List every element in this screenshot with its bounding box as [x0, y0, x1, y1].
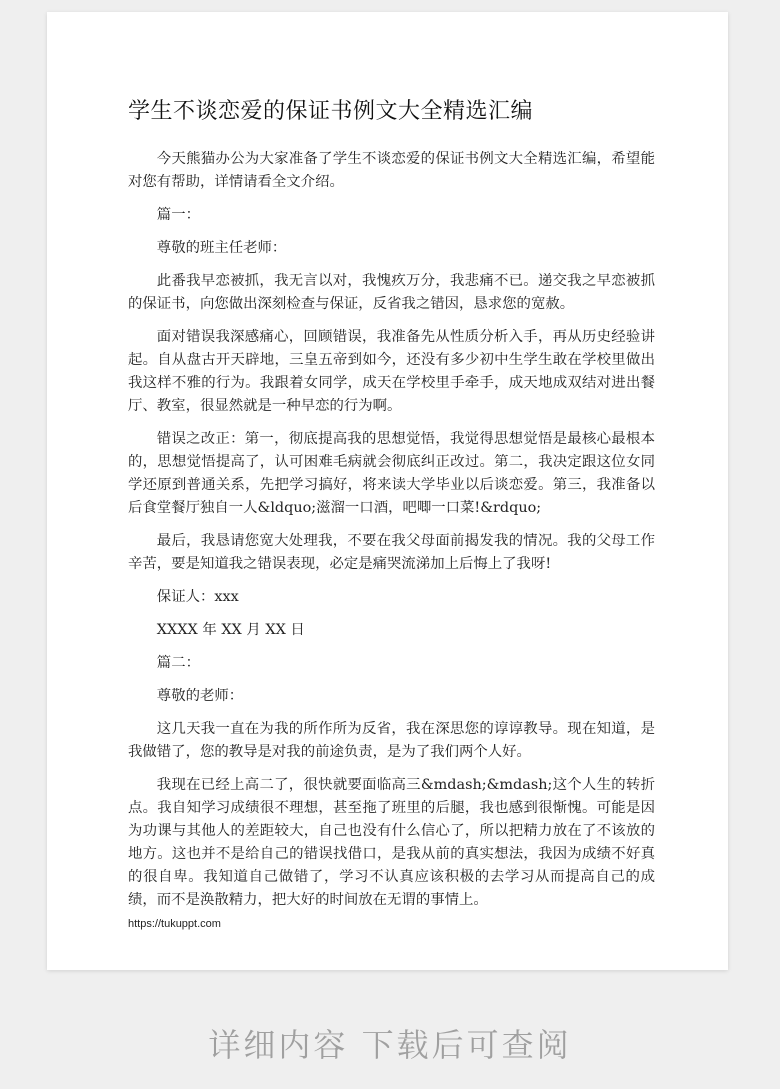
paragraph: 这几天我一直在为我的所作所为反省，我在深思您的谆谆教导。现在知道，是我做错了，您的教导是对我的前途负责，是为了我们两个人好。	[128, 721, 655, 760]
section-heading: 篇二：	[156, 655, 200, 671]
paragraph: 我现在已经上高二了，很快就要面临高三&mdash;&mdash;这个人生的转折点。我自知学习成绩很不理想，甚至拖了班里的后腿，我也感到很惭愧。可能是因为功课与其他人的差距较大，自己也没有什么信心了，所以把精力放在了不该放的地方。这也并不是给自己的错误找借口，是我从前的真实想法，我因为成绩不好真的很自卑。我知道自己做错了，学习不认真应该积极的去学习从而提高自己的成绩，而不是涣散精力，把大好的时间放在无谓的事情上。	[128, 777, 655, 908]
paragraph: 面对错误我深感痛心，回顾错误，我准备先从性质分析入手，再从历史经验讲起。自从盘古开天辟地，三皇五帝到如今，还没有多少初中生学生敢在学校里做出我这样不雅的行为。我跟着女同学，成天在学校里手牵手，成天地成双结对进出餐厅、教室，很显然就是一种早恋的行为啊。	[128, 329, 655, 414]
paragraph: 此番我早恋被抓，我无言以对，我愧疚万分，我悲痛不已。递交我之早恋被抓的保证书，向您做出深刻检查与保证，反省我之错因，恳求您的宽赦。	[128, 273, 655, 312]
paragraph: 最后，我恳请您宽大处理我，不要在我父母面前揭发我的情况。我的父母工作辛苦，要是知道我之错误表现，必定是痛哭流涕加上后悔上了我呀!	[128, 533, 655, 572]
paragraph: 错误之改正：第一，彻底提高我的思想觉悟，我觉得思想觉悟是最核心最根本的，思想觉悟提高了，认可困难毛病就会彻底纠正改过。第二，我决定跟这位女同学还原到普通关系，先把学习搞好，将来读大学毕业以后谈恋爱。第三，我准备以后食堂餐厅独自一人&ldquo;滋溜一口酒，吧唧一口菜!&rdquo;	[128, 431, 655, 516]
signature: 保证人：xxx	[156, 589, 239, 605]
document-page	[47, 12, 728, 970]
salutation: 尊敬的老师：	[156, 688, 244, 704]
paragraph: 今天熊猫办公为大家准备了学生不谈恋爱的保证书例文大全精选汇编，希望能对您有帮助，详情请看全文介绍。	[128, 151, 655, 190]
download-prompt[interactable]: 详细内容 下载后可查阅	[208, 1026, 572, 1064]
section-heading: 篇一：	[156, 207, 200, 223]
document-title: 学生不谈恋爱的保证书例文大全精选汇编	[128, 99, 534, 124]
date: XXXX 年 XX 月 XX 日	[156, 622, 305, 638]
document-body	[128, 148, 655, 922]
salutation: 尊敬的班主任老师：	[156, 240, 287, 256]
footer-url: https://tukuppt.com	[128, 918, 221, 930]
